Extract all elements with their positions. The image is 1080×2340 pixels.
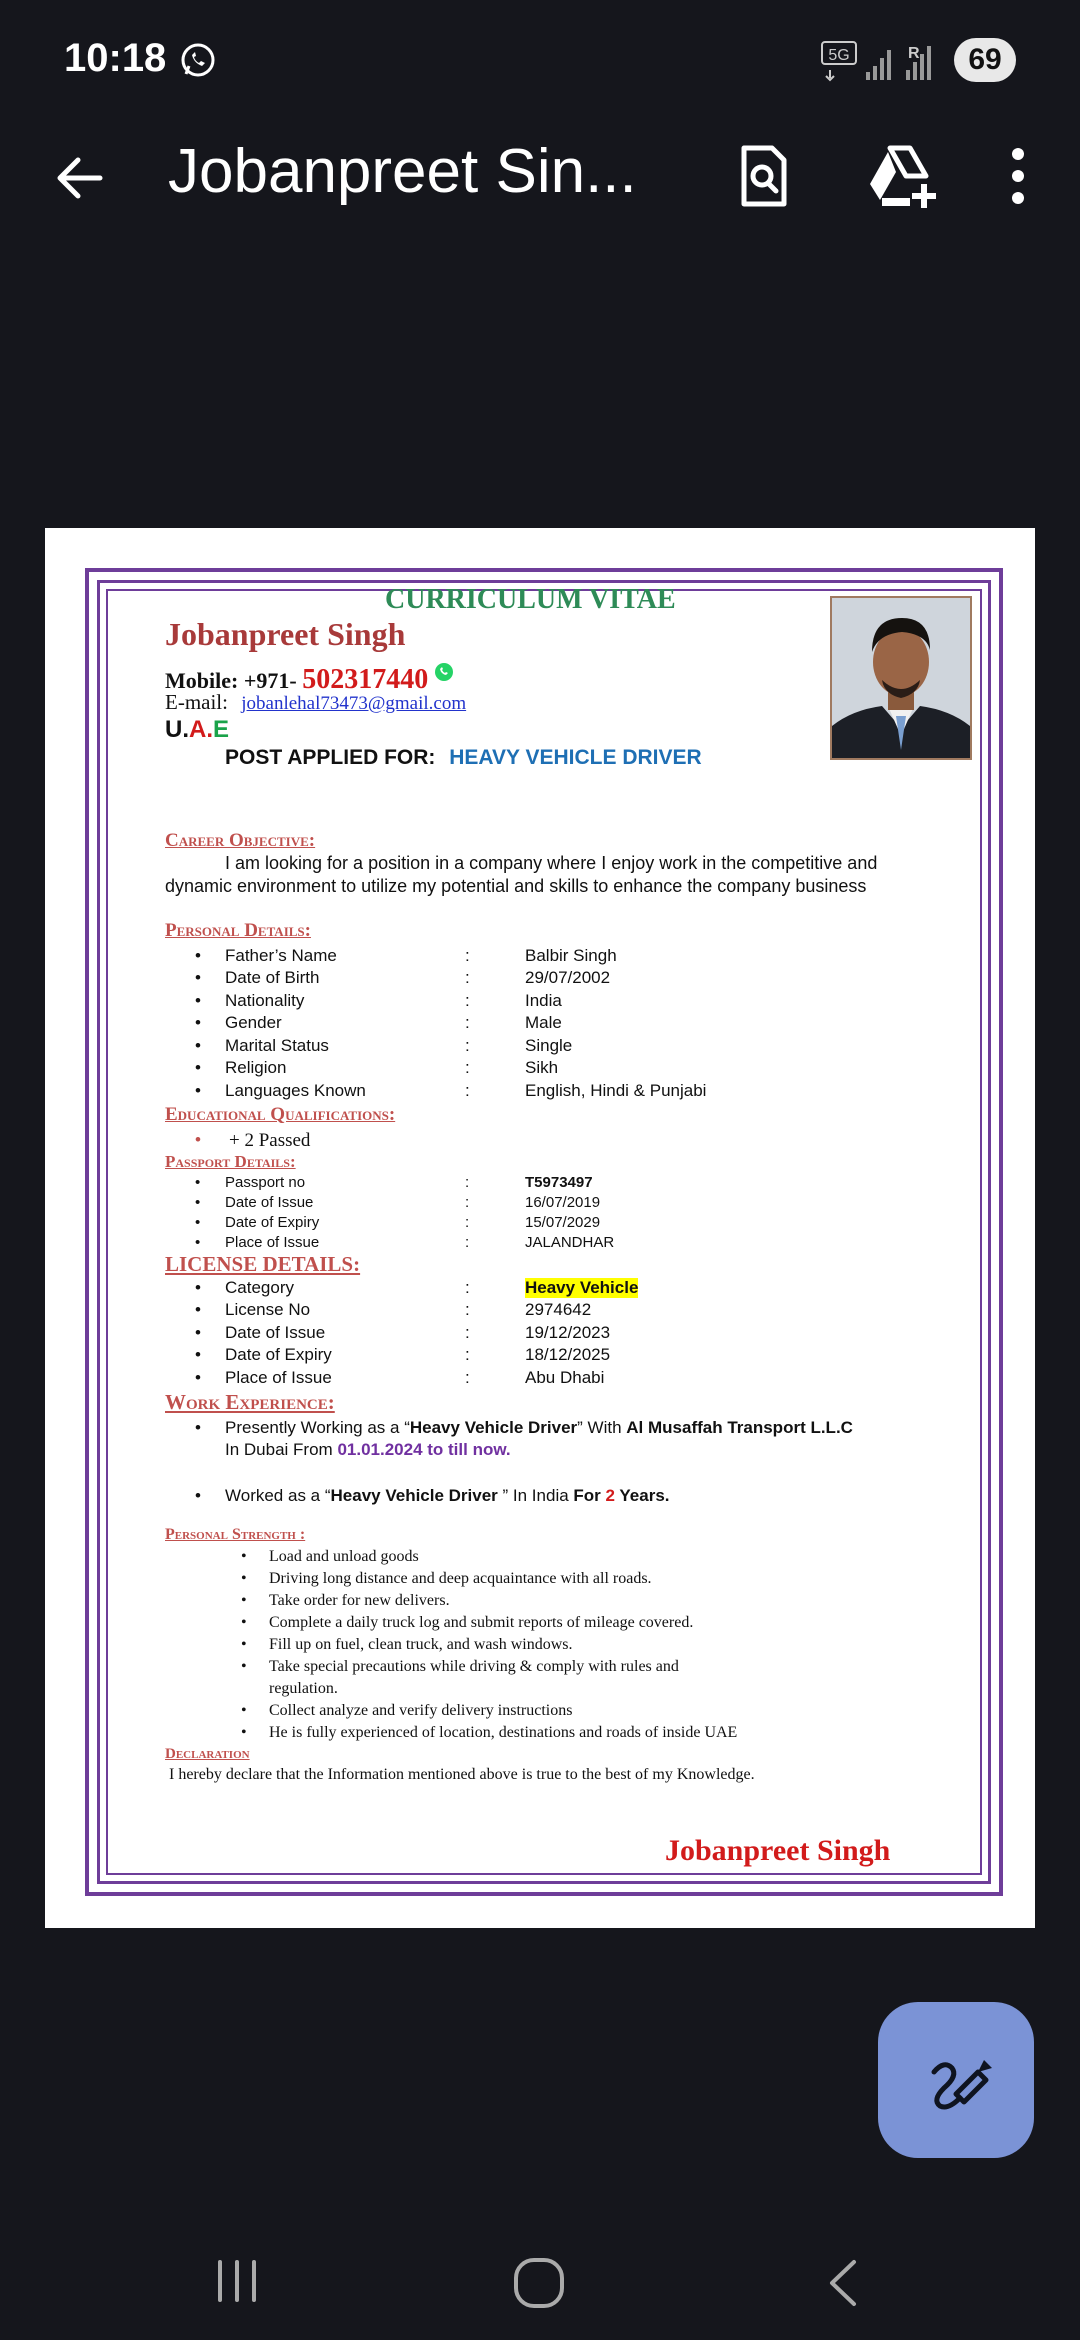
- declaration-text: I hereby declare that the Information mentioned above is true to the best of my Knowledge.: [169, 1766, 755, 1783]
- edit-pen-icon: [878, 2002, 1034, 2158]
- edit-fab-button[interactable]: [878, 2002, 1034, 2158]
- personal-strength-heading: Personal Strength :: [165, 1526, 306, 1543]
- status-bar: [0, 0, 1080, 120]
- work-item: •: [195, 1486, 201, 1505]
- document-page[interactable]: CURRICULUM VITAE Jobanpreet Singh Mobile: +971- 502317440 E-mail: jobanlehal73473@gmail.com U.A.E POST APPLIED FOR: HEAVY VEHICLE DRIVER Career Objective: I am looking for a position in a company where I enjoy work in the competitive and dynamic environment to utilize my potential and skills to enhance the company business Personal Details: • Father’s Name : Balbir Singh • Date of Birth : 29/07/2002 • Nationality : India • Gender : Male • Marital Status : Single • Religion : Sikh • Languages Known : English, Hindi & Punjabi Educational Qualifications: • + 2 Passed Passport Details: • Passport no : T5973497 • Date of Issue : 16/07/2019 • Date of Expiry : 15/07/2029 • Place of Issue : JALANDHAR LICENSE DETAILS: • Category : Heavy Vehicle • License No : 2974642 • Date of Issue : 19/12/2023 • Date of Expiry : 18/12/2025 • Place of Issue : Abu Dhabi Work Experience: • Presently Working as a “Heavy Vehicle Driver” With Al Musaffah Transport L.L.C In Dubai From 01.01.2024 to till now. • Worked as a “Heavy Vehicle Driver ” In India For 2 Years. Personal Strength : • Load and unload goods • Driving long distance and deep acquaintance with all roads. • Take order for new delivers. • Complete a daily truck log and submit reports of mileage covered. • Fill up on fuel, clean truck, and wash windows. • Take special precautions while driving & comply with rules and regulation. • Collect analyze and verify delivery instructions • He is fully experienced of location, destinations and roads of inside UAE Declaration I hereby declare that the Information mentioned above is true to the best of my Knowledge. Jobanpreet Singh: [45, 528, 1035, 1928]
- roaming-label: R: [908, 45, 920, 62]
- recent-apps-icon[interactable]: [212, 2256, 262, 2306]
- network-type-label: 5G: [828, 47, 850, 64]
- back-nav-icon[interactable]: [818, 2256, 868, 2310]
- email-line: [165, 690, 466, 715]
- network-indicator: [820, 40, 940, 82]
- country-label: U.A.E: [165, 716, 230, 743]
- cv-heading: CURRICULUM VITAE: [385, 584, 676, 615]
- signature-name: Jobanpreet Singh: [665, 1834, 891, 1867]
- home-icon[interactable]: [512, 2256, 566, 2310]
- document-title: Jobanpreet Sin...: [168, 137, 637, 206]
- work-item: •: [195, 1418, 201, 1437]
- career-objective-heading: Career Objective:: [165, 830, 316, 851]
- work-item-1-line-2: In Dubai From 01.01.2024 to till now.: [225, 1440, 511, 1459]
- strength-item: Complete a daily truck log and submit reports of mileage covered.: [269, 1614, 694, 1631]
- status-time: 10:18: [64, 36, 167, 80]
- strength-item: Take special precautions while driving & comply with rules and: [269, 1658, 679, 1675]
- strength-item: Driving long distance and deep acquaintance with all roads.: [269, 1570, 652, 1587]
- signal-icon: [820, 40, 940, 82]
- declaration-heading: Declaration: [165, 1746, 250, 1762]
- mobile-label: Mobile: +971-: [165, 668, 297, 693]
- personal-details-heading: Personal Details:: [165, 920, 311, 941]
- post-value: HEAVY VEHICLE DRIVER: [449, 746, 702, 769]
- work-item-2: Worked as a “Heavy Vehicle Driver ” In India For 2 Years.: [225, 1486, 670, 1505]
- work-item-1-line-1: Presently Working as a “Heavy Vehicle Driver” With Al Musaffah Transport L.L.C: [225, 1418, 853, 1437]
- education-heading: Educational Qualifications:: [165, 1104, 396, 1125]
- back-arrow-icon[interactable]: [50, 148, 110, 208]
- email-link[interactable]: jobanlehal73473@gmail.com: [241, 693, 467, 714]
- whatsapp-status-icon: [178, 40, 218, 80]
- strength-item: Take order for new delivers.: [269, 1592, 450, 1609]
- strength-item-continued: regulation.: [269, 1680, 338, 1697]
- post-applied: [225, 746, 702, 770]
- candidate-name: Jobanpreet Singh: [165, 616, 406, 652]
- strength-item: Fill up on fuel, clean truck, and wash windows.: [269, 1636, 573, 1653]
- search-in-document-icon[interactable]: [730, 142, 798, 210]
- work-experience-heading: Work Experience:: [165, 1390, 335, 1414]
- battery-level: 69: [954, 38, 1016, 82]
- whatsapp-icon: [434, 662, 454, 682]
- profile-photo: [830, 596, 972, 760]
- strength-item: Collect analyze and verify delivery instructions: [269, 1702, 573, 1719]
- mobile-number[interactable]: 502317440: [302, 664, 429, 695]
- add-to-drive-icon[interactable]: [866, 142, 942, 210]
- system-navigation-bar: [0, 2220, 1080, 2340]
- post-label: POST APPLIED FOR:: [225, 746, 436, 769]
- strength-item: Load and unload goods: [269, 1548, 419, 1565]
- strength-item: He is fully experienced of location, destinations and roads of inside UAE: [269, 1724, 738, 1741]
- more-options-icon[interactable]: [1000, 142, 1036, 210]
- license-heading: LICENSE DETAILS:: [165, 1252, 361, 1276]
- email-label: E-mail:: [165, 690, 228, 714]
- passport-heading: Passport Details:: [165, 1152, 296, 1171]
- career-objective-text: I am looking for a position in a company where I enjoy work in the competitive and dynamic environment to utilize my potential and skills to enhance the company business: [165, 853, 878, 896]
